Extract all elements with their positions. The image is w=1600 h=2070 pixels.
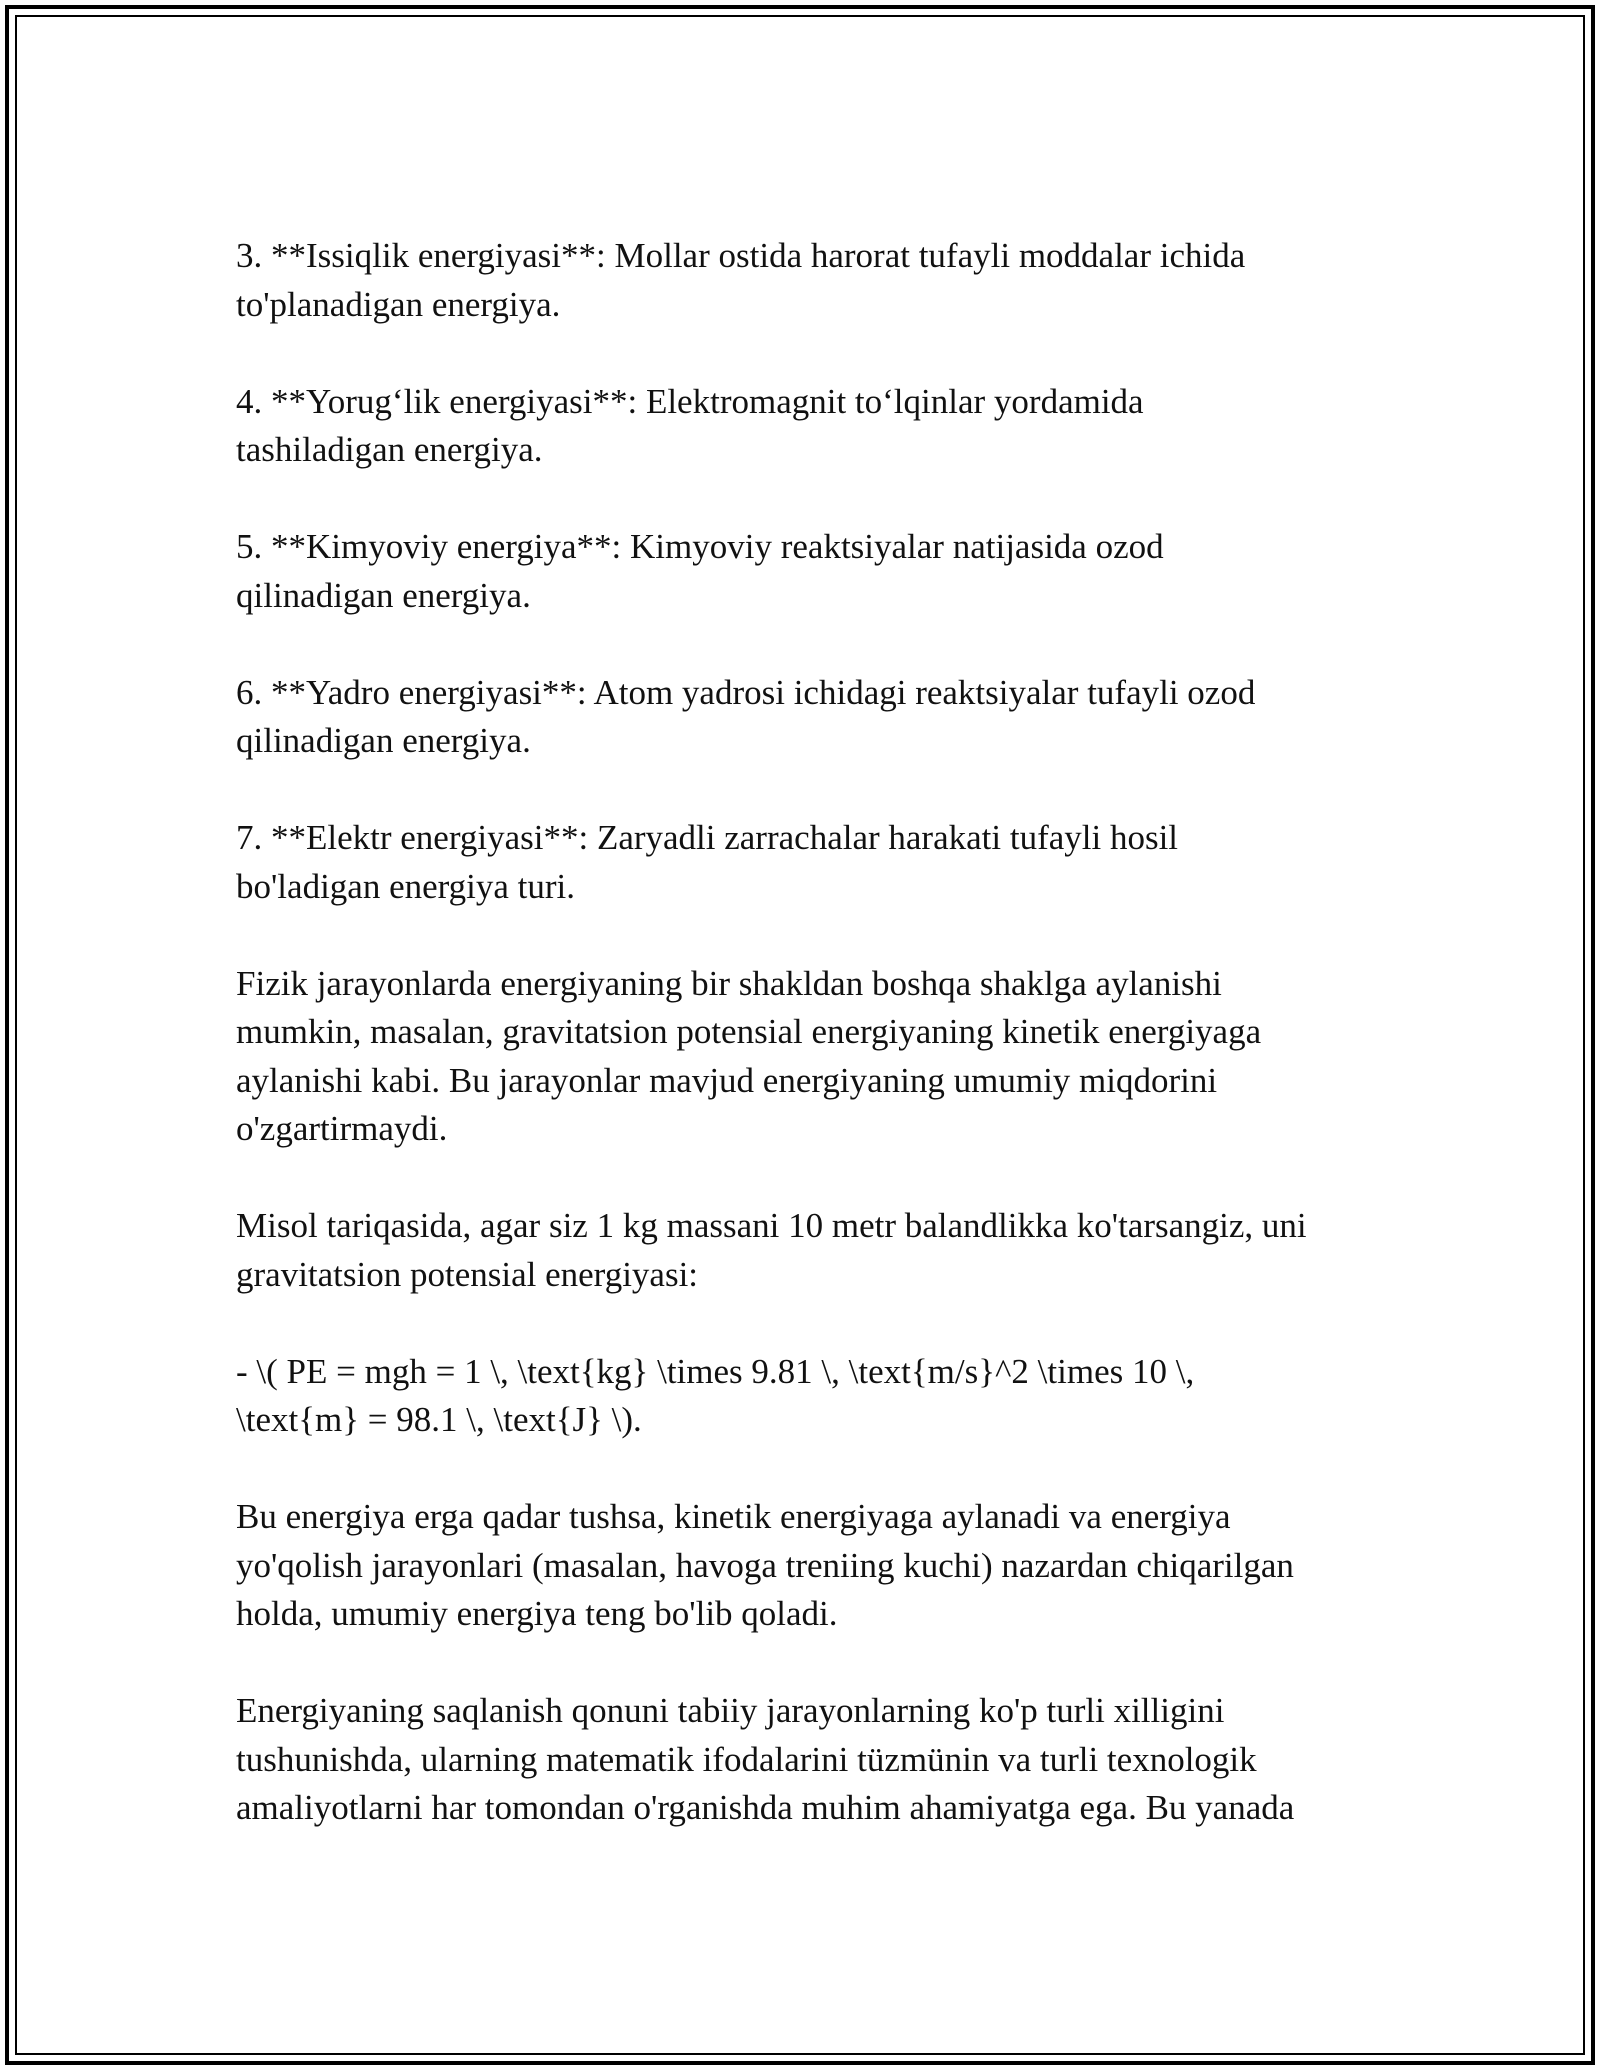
list-item-chemical-energy: 5. **Kimyoviy energiya**: Kimyoviy reaktsiyalar natijasida ozod qilinadigan energiya. [236,527,1164,615]
paragraph-energy-conversion: Fizik jarayonlarda energiyaning bir shakldan boshqa shaklga aylanishi mumkin, masalan, gravitatsion potensial energiyaning kinetik energiyaga aylanishi kabi. Bu jarayonlar mavjud energiyaning umumiy miqdorini o'zgartirmaydi. [236,963,1262,1148]
list-item-electric-energy: 7. **Elektr energiyasi**: Zaryadli zarrachalar harakati tufayli hosil bo'ladigan energiya turi. [236,818,1179,906]
paragraph-kinetic-conversion: Bu energiya erga qadar tushsa, kinetik energiyaga aylanadi va energiya yo'qolish jarayonlari (masalan, havoga treniing kuchi) nazardan chiqarilgan holda, umumiy energiya teng bo'lib qoladi. [236,1497,1294,1633]
paragraph-example-intro: Misol tariqasida, agar siz 1 kg massani 10 metr balandlikka ko'tarsangiz, uni gravitatsion potensial energiyasi: [236,1206,1307,1294]
list-item-nuclear-energy: 6. **Yadro energiyasi**: Atom yadrosi ichidagi reaktsiyalar tufayli ozod qilinadigan energiya. [236,672,1256,760]
list-item-light-energy: 4. **Yorug‘lik energiyasi**: Elektromagnit to‘lqinlar yordamida tashiladigan energiya. [236,381,1144,469]
formula-potential-energy: - \( PE = mgh = 1 \, \text{kg} \times 9.81 \, \text{m/s}^2 \times 10 \, \text{m} = 98.1 \, \text{J} \). [236,1351,1195,1439]
paragraph-conservation-law: Energiyaning saqlanish qonuni tabiiy jarayonlarning ko'p turli xilligini tushunishda, ularning matematik ifodalarini tüzmünin va turli texnologik amaliyotlarni har tomondan o'rganishda muhim ahamiyatga ega. Bu yanada [236,1691,1295,1827]
document-body [236,232,1366,1833]
list-item-heat-energy: 3. **Issiqlik energiyasi**: Mollar ostida harorat tufayli moddalar ichida to'planadigan energiya. [236,236,1246,324]
